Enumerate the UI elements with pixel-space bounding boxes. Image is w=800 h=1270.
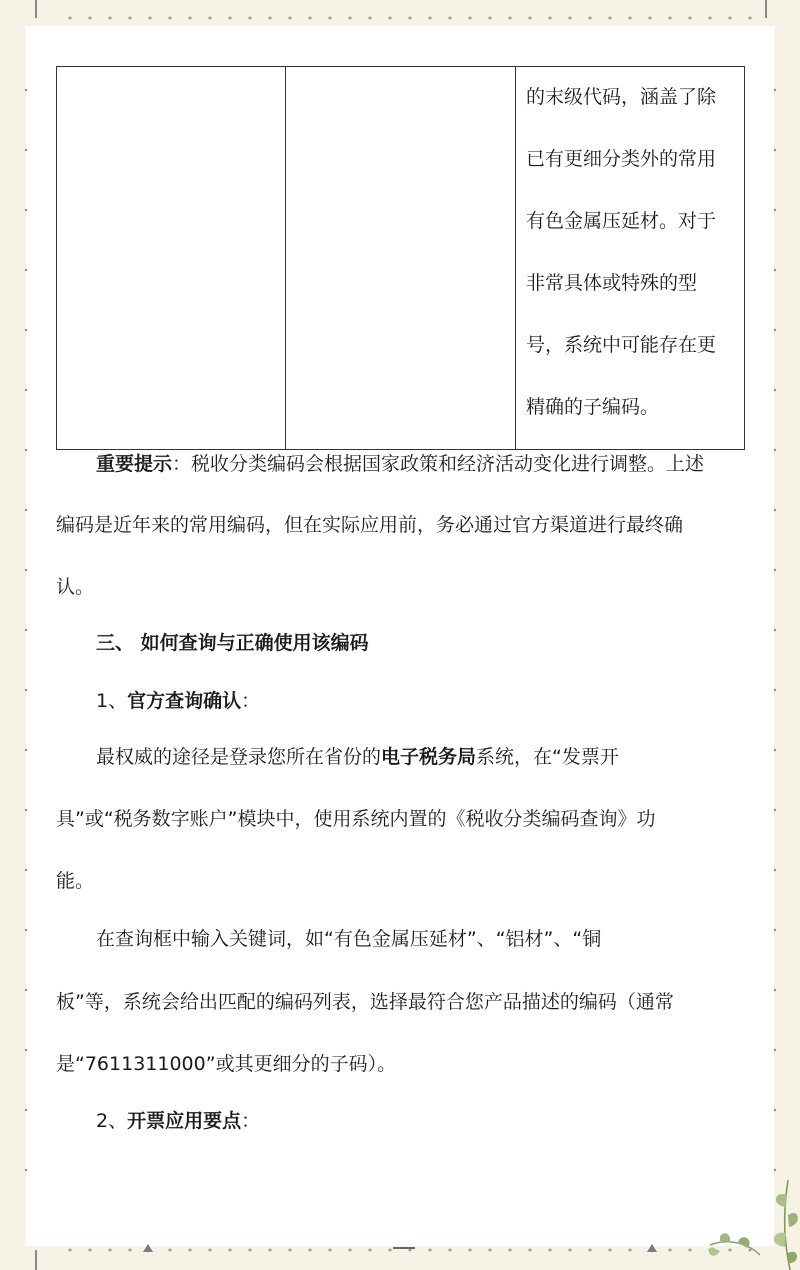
paragraph-2-line-1: 在查询框中输入关键词，如“有色金属压延材”、“铝材”、“铜	[96, 928, 602, 950]
triangle-marker-icon	[647, 1244, 657, 1252]
crop-mark	[765, 0, 767, 18]
emphasis-text: 电子税务局	[381, 746, 477, 768]
table-cell-description	[516, 67, 745, 450]
subheading-number: 2、	[96, 1110, 128, 1132]
paragraph-2-line-2: 板”等，系统会给出匹配的编码列表，选择最符合您产品描述的编码（通常	[56, 991, 674, 1013]
cell-line: 号，系统中可能存在更	[526, 334, 717, 356]
subheading-title: 官方查询确认	[127, 690, 242, 712]
notice-line-3: 认。	[56, 576, 95, 598]
subheading-number: 1、	[96, 690, 128, 712]
subheading-1	[96, 688, 260, 714]
section-heading: 三、 如何查询与正确使用该编码	[96, 632, 369, 654]
table-cell-empty	[57, 67, 286, 450]
notice-text: ：税收分类编码会根据国家政策和经济活动变化进行调整。上述	[172, 453, 705, 475]
cell-line: 精确的子编码。	[526, 396, 660, 418]
cell-line: 已有更细分类外的常用	[526, 148, 717, 170]
top-dot-border	[60, 16, 760, 20]
table-row	[57, 67, 745, 450]
leaf-decoration-icon	[690, 1175, 800, 1270]
subheading-colon: ：	[241, 1110, 261, 1132]
notice-line-1	[96, 451, 704, 477]
cell-line: 有色金属压延材。对于	[526, 210, 717, 232]
crop-mark	[35, 0, 37, 18]
subheading-2	[96, 1108, 260, 1134]
crop-mark	[35, 1250, 37, 1270]
cell-line: 的末级代码，涵盖了除	[526, 86, 717, 108]
paragraph-1-line-1	[96, 744, 619, 770]
center-dash-marker	[393, 1247, 415, 1249]
cell-line: 非常具体或特殊的型	[526, 272, 698, 294]
text-span: 系统，在“发票开	[476, 746, 619, 768]
paragraph-1-line-2: 具”或“税务数字账户”模块中，使用系统内置的《税收分类编码查询》功	[56, 808, 656, 830]
subheading-colon: ：	[241, 690, 261, 712]
subheading-title: 开票应用要点	[127, 1110, 242, 1132]
notice-label: 重要提示	[96, 453, 173, 475]
code-table	[56, 66, 745, 450]
table-cell-empty	[286, 67, 516, 450]
paragraph-2-line-3: 是“7611311000”或其更细分的子码）。	[56, 1053, 397, 1075]
notice-line-2: 编码是近年来的常用编码，但在实际应用前，务必通过官方渠道进行最终确	[56, 514, 684, 536]
triangle-marker-icon	[143, 1244, 153, 1252]
paragraph-1-line-3: 能。	[56, 870, 95, 892]
text-span: 最权威的途径是登录您所在省份的	[96, 746, 382, 768]
